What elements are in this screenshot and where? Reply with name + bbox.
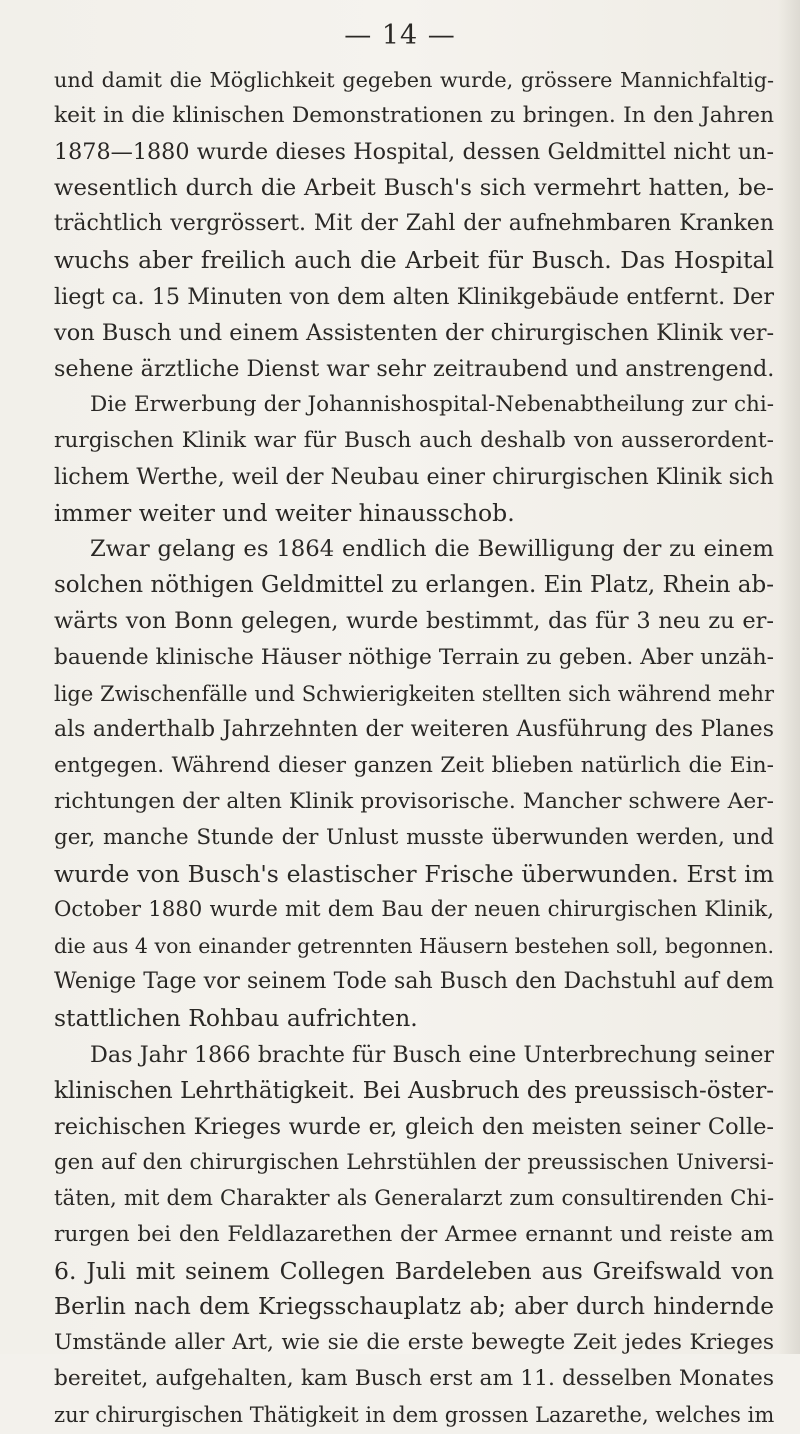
text-line: bauende klinische Häuser nöthige Terrain zu geben. Aber unzäh- (54, 644, 774, 670)
text-line: zur chirurgischen Thätigkeit in dem grossen Lazarethe, welches im (54, 1403, 775, 1428)
text-line: als anderthalb Jahrzehnten der weiteren Ausführung des Planes (54, 716, 774, 742)
body-text (54, 62, 774, 1434)
text-line: Das Jahr 1866 brachte für Busch eine Unterbrechung seiner (90, 1041, 774, 1068)
text-line: Umstände aller Art, wie sie die erste bewegte Zeit jedes Krieges (54, 1330, 774, 1356)
text-line: wesentlich durch die Arbeit Busch's sich vermehrt hatten, be- (54, 175, 774, 202)
text-line: Zwar gelang es 1864 endlich die Bewilligung der zu einem (90, 536, 774, 563)
text-line: von Busch und einem Assistenten der chirurgischen Klinik ver- (54, 319, 775, 346)
text-line: stattlichen Rohbau aufrichten. (54, 1004, 418, 1033)
text-line: wurde von Busch's elastischer Frische überwunden. Erst im (54, 860, 774, 889)
text-line: wärts von Bonn gelegen, wurde bestimmt, das für 3 neu zu er- (54, 608, 774, 635)
text-line: Die Erwerbung der Johannishospital-Nebenabtheilung zur chi- (90, 391, 774, 417)
text-line: 1878—1880 wurde dieses Hospital, dessen Geldmittel nicht un- (54, 139, 774, 166)
text-line: bereitet, aufgehalten, kam Busch erst am 11. desselben Monates (54, 1366, 774, 1392)
text-line: reichischen Krieges wurde er, gleich den meisten seiner Colle- (54, 1113, 774, 1140)
page-number: — 14 — (344, 20, 456, 51)
text-line: trächtlich vergrössert. Mit der Zahl der aufnehmbaren Kranken (54, 211, 774, 237)
text-line: täten, mit dem Charakter als Generalarzt zum consultirenden Chi- (54, 1185, 774, 1211)
text-line: lichem Werthe, weil der Neubau einer chirurgischen Klinik sich (54, 464, 774, 491)
text-line: und damit die Möglichkeit gegeben wurde, grössere Mannichfaltig- (54, 68, 774, 92)
text-line: solchen nöthigen Geldmittel zu erlangen. Ein Platz, Rhein ab- (54, 572, 774, 599)
text-line: gen auf den chirurgischen Lehrstühlen der preussischen Universi- (54, 1149, 774, 1175)
text-line: liegt ca. 15 Minuten von dem alten Klinikgebäude entfernt. Der (54, 283, 774, 310)
text-line: klinischen Lehrthätigkeit. Bei Ausbruch des preussisch-öster- (54, 1077, 774, 1104)
text-line: 6. Juli mit seinem Collegen Bardeleben aus Greifswald von (54, 1257, 774, 1286)
text-line: die aus 4 von einander getrennten Häusern bestehen soll, begonnen. (54, 934, 774, 959)
text-line: wuchs aber freilich auch die Arbeit für Busch. Das Hospital (54, 246, 774, 275)
text-line: rurgischen Klinik war für Busch auch deshalb von ausserordent- (54, 427, 774, 453)
text-line: Wenige Tage vor seinem Tode sah Busch den Dachstuhl auf dem (54, 969, 774, 995)
text-line: Berlin nach dem Kriegsschauplatz ab; aber durch hindernde (54, 1293, 774, 1321)
page-edge-shadow (778, 0, 800, 1354)
text-line: sehene ärztliche Dienst war sehr zeitraubend und anstrengend. (54, 355, 775, 382)
text-line: richtungen der alten Klinik provisorische. Mancher schwere Aer- (54, 788, 774, 814)
text-line: keit in die klinischen Demonstrationen zu bringen. In den Jahren (54, 103, 774, 129)
text-line: immer weiter und weiter hinausschob. (54, 499, 515, 528)
text-line: entgegen. Während dieser ganzen Zeit blieben natürlich die Ein- (54, 752, 774, 778)
text-line: rurgen bei den Feldlazarethen der Armee ernannt und reiste am (54, 1222, 774, 1247)
text-line: lige Zwischenfälle und Schwierigkeiten stellten sich während mehr (54, 681, 774, 706)
text-line: October 1880 wurde mit dem Bau der neuen chirurgischen Klinik, (54, 897, 774, 923)
text-line: ger, manche Stunde der Unlust musste überwunden werden, und (54, 824, 774, 850)
